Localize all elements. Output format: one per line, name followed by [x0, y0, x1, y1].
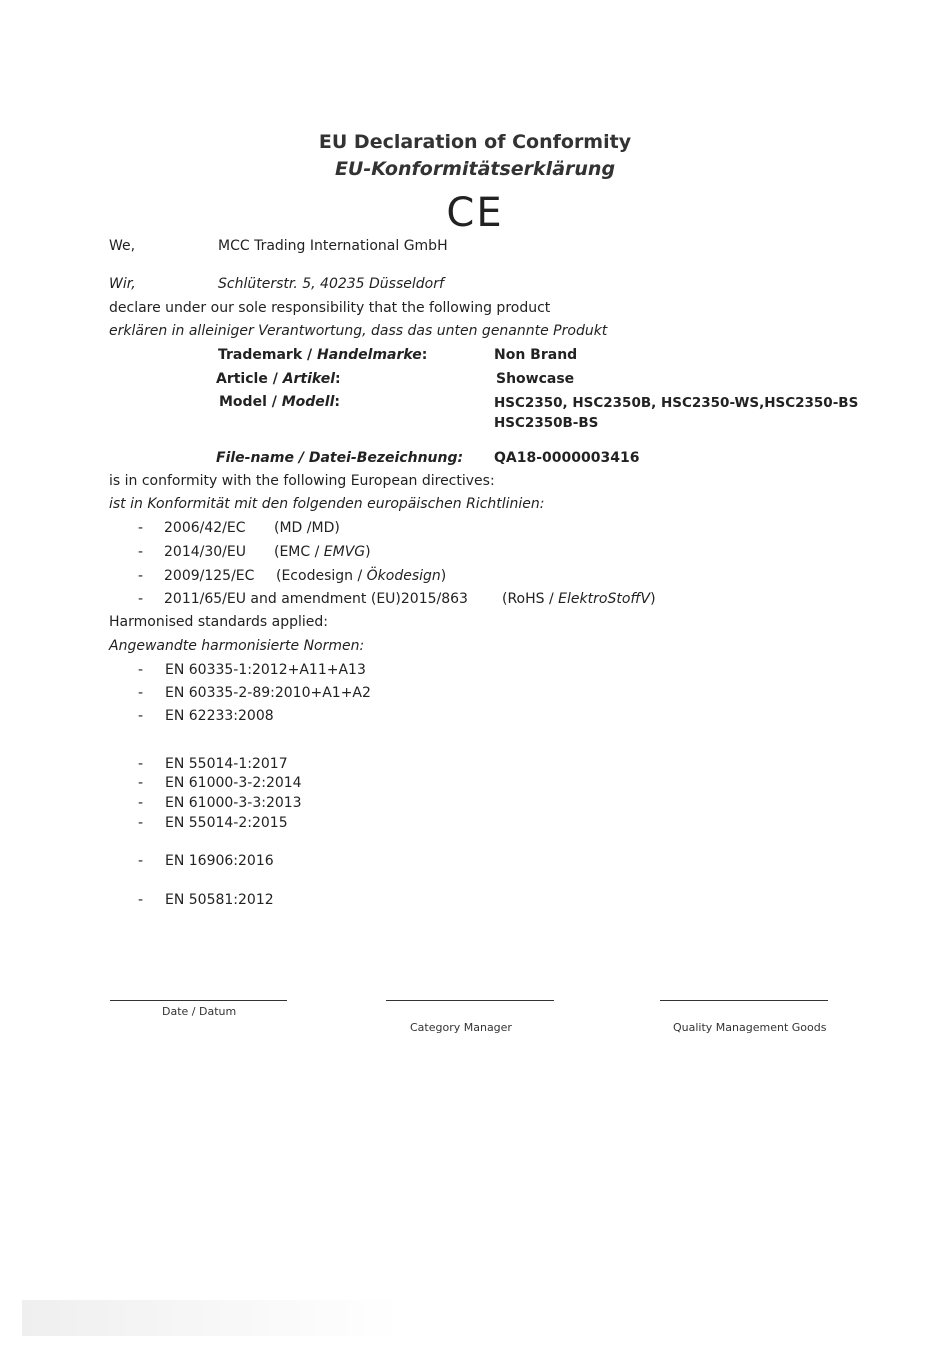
date-label: Date / Datum: [162, 1005, 237, 1018]
declare-de: erklären in alleiniger Verantwortung, dass das unten genannte Produkt: [109, 323, 608, 339]
trademark-value: Non Brand: [494, 347, 578, 363]
ce-mark: CE: [446, 190, 504, 236]
standard-item: EN 60335-2-89:2010+A1+A2: [165, 685, 371, 701]
list-dash: -: [138, 544, 144, 560]
article-value: Showcase: [496, 371, 575, 387]
standard-item: EN 61000-3-3:2013: [165, 795, 302, 811]
list-dash: -: [138, 662, 144, 678]
standard-item: EN 62233:2008: [165, 708, 274, 724]
filename-value: QA18-0000003416: [494, 450, 640, 466]
standard-item: EN 55014-2:2015: [165, 815, 288, 831]
standard-item: EN 16906:2016: [165, 853, 274, 869]
company-address: Schlüterstr. 5, 40235 Düsseldorf: [218, 276, 444, 292]
conformity-de: ist in Konformität mit den folgenden europäischen Richtlinien:: [109, 496, 545, 512]
standard-item: EN 60335-1:2012+A11+A13: [165, 662, 366, 678]
date-signature-line: [110, 1000, 287, 1001]
list-dash: -: [138, 685, 144, 701]
standards-heading-de: Angewandte harmonisierte Normen:: [109, 638, 365, 654]
trademark-label: Trademark / Handelmarke:: [218, 347, 428, 363]
list-dash: -: [138, 853, 144, 869]
document-title-de: EU-Konformitätserklärung: [334, 158, 616, 180]
list-dash: -: [138, 795, 144, 811]
directive-code: 2011/65/EU and amendment (EU)2015/863: [164, 591, 468, 607]
directive-desc: (Ecodesign / Ökodesign): [276, 568, 447, 584]
list-dash: -: [138, 756, 144, 772]
company-name: MCC Trading International GmbH: [218, 238, 448, 254]
standard-item: EN 61000-3-2:2014: [165, 775, 302, 791]
model-value-line1: HSC2350, HSC2350B, HSC2350-WS,HSC2350-BS: [494, 395, 859, 411]
directive-desc: (EMC / EMVG): [274, 544, 371, 560]
quality-management-label: Quality Management Goods: [673, 1021, 827, 1034]
list-dash: -: [138, 708, 144, 724]
we-label: We,: [109, 238, 136, 254]
directive-desc: (RoHS / ElektroStoffV): [502, 591, 656, 607]
directive-code: 2014/30/EU: [164, 544, 246, 560]
filename-label: File-name / Datei-Bezeichnung:: [216, 450, 464, 466]
wir-label: Wir,: [109, 276, 136, 292]
model-value-line2: HSC2350B-BS: [494, 415, 599, 431]
standards-heading-en: Harmonised standards applied:: [109, 614, 329, 630]
model-label: Model / Modell:: [219, 394, 341, 410]
list-dash: -: [138, 520, 144, 536]
directive-desc: (MD /MD): [274, 520, 340, 536]
list-dash: -: [138, 815, 144, 831]
article-label: Article / Artikel:: [216, 371, 341, 387]
directive-code: 2009/125/EC: [164, 568, 255, 584]
list-dash: -: [138, 775, 144, 791]
list-dash: -: [138, 892, 144, 908]
quality-signature-line: [660, 1000, 828, 1001]
scan-shadow: [22, 1300, 402, 1336]
category-signature-line: [386, 1000, 554, 1001]
document-title: EU Declaration of Conformity: [318, 131, 632, 153]
list-dash: -: [138, 591, 144, 607]
category-manager-label: Category Manager: [410, 1021, 512, 1034]
list-dash: -: [138, 568, 144, 584]
conformity-en: is in conformity with the following European directives:: [109, 473, 495, 489]
standard-item: EN 55014-1:2017: [165, 756, 288, 772]
declare-en: declare under our sole responsibility that the following product: [109, 300, 551, 316]
standard-item: EN 50581:2012: [165, 892, 274, 908]
directive-code: 2006/42/EC: [164, 520, 246, 536]
